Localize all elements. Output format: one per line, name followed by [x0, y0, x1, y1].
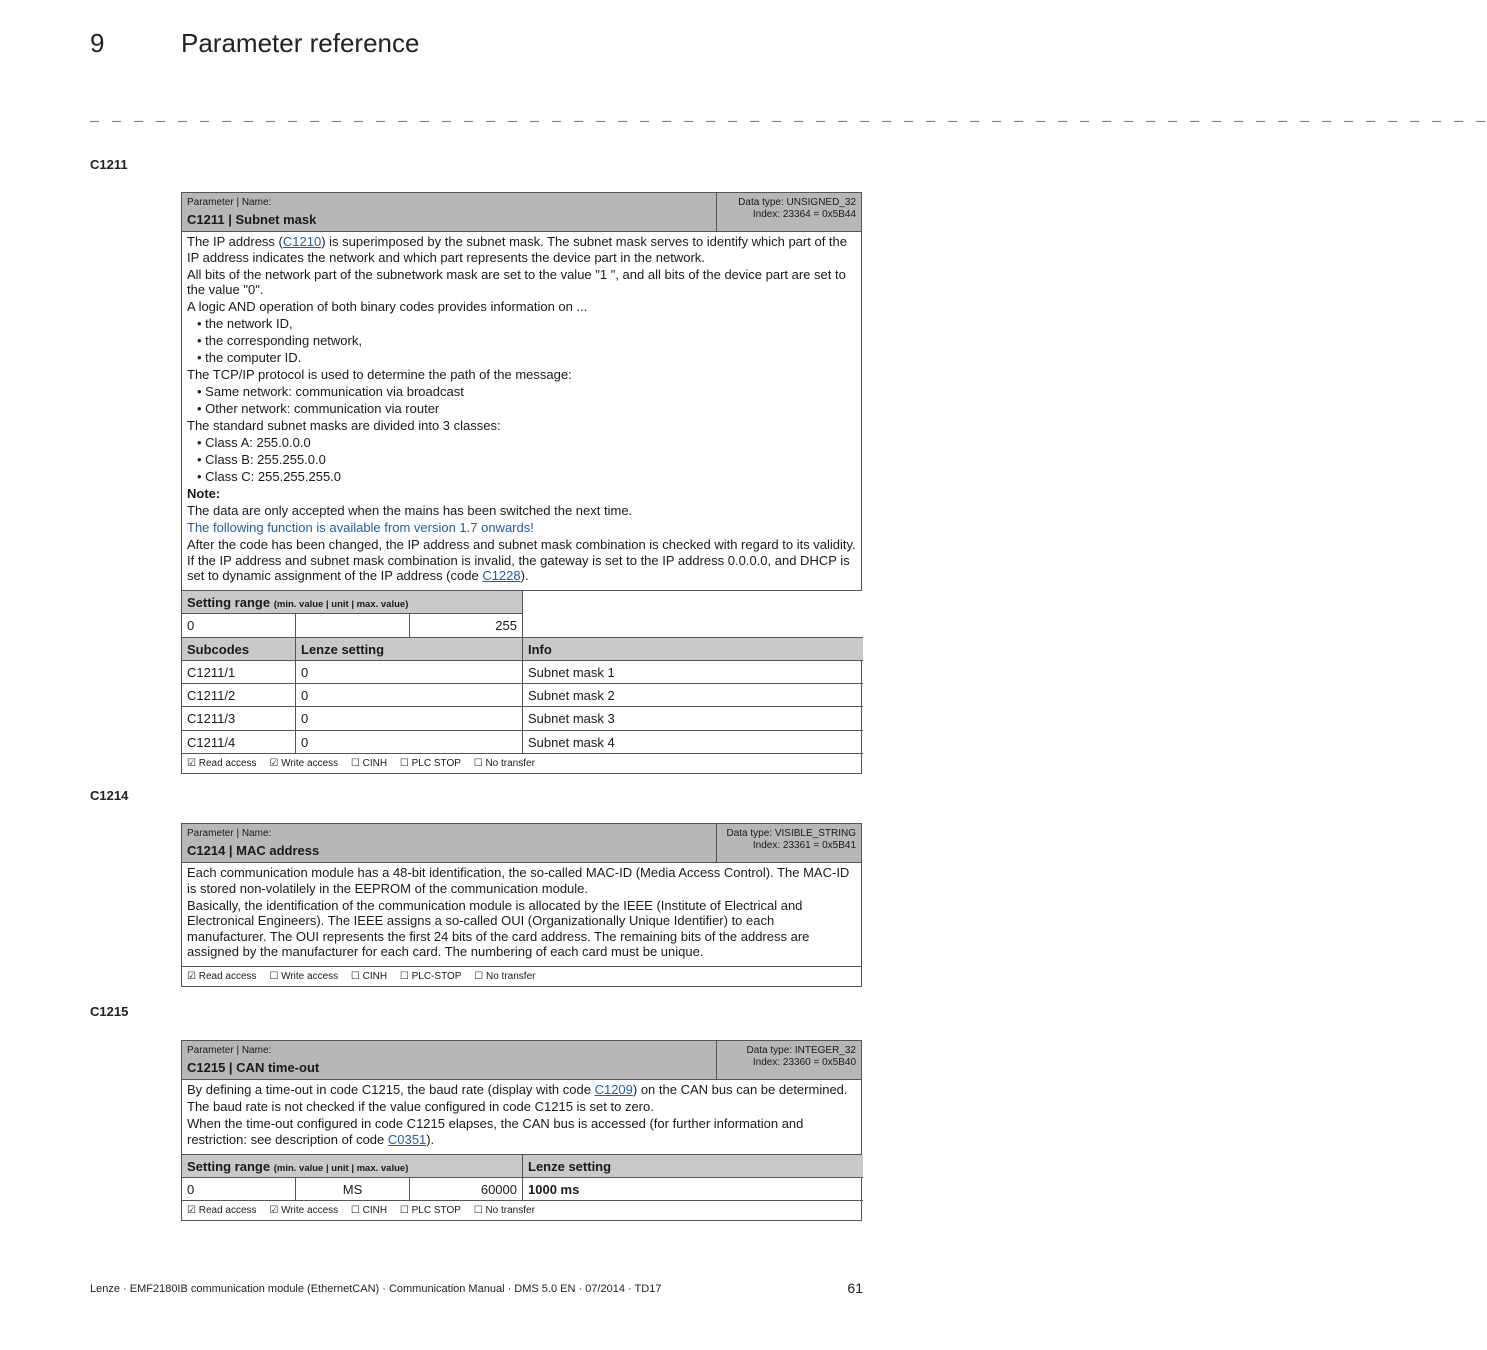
range-max: 255 — [410, 614, 523, 637]
data-type: Data type: INTEGER_32 — [746, 1045, 856, 1056]
info-header: Info — [523, 638, 863, 661]
lenze-cell: 0 — [296, 684, 523, 707]
version-note: The following function is available from version 1.7 onwards! — [187, 520, 534, 535]
lenze-setting-value: 1000 ms — [523, 1178, 863, 1201]
range-unit — [296, 614, 410, 637]
code-link-c1209[interactable]: C1209 — [594, 1082, 633, 1097]
setting-range-header — [182, 591, 523, 614]
setting-range-label: Setting range — [187, 1158, 271, 1174]
data-index: Index: 23361 = 0x5B41 — [752, 840, 856, 851]
subcode-cell: C1211/2 — [182, 684, 296, 707]
section-heading-c1211: C1211 — [90, 157, 128, 172]
setting-grid — [182, 1155, 861, 1202]
desc-text: The IP address ( — [187, 234, 283, 249]
bullet-item: • Other network: communication via router — [197, 401, 440, 416]
desc-paragraph: A logic AND operation of both binary codes provides information on ... — [187, 299, 588, 314]
plc-stop-flag: ☐ PLC-STOP — [399, 971, 462, 982]
plc-stop-flag: ☐ PLC STOP — [399, 1205, 461, 1217]
cinh-flag: ☐ CINH — [350, 971, 388, 982]
parameter-description — [182, 232, 861, 591]
data-index: Index: 23360 = 0x5B40 — [752, 1057, 856, 1068]
bullet-item: • the computer ID. — [197, 350, 302, 365]
data-type: Data type: VISIBLE_STRING — [726, 828, 856, 839]
parameter-description — [182, 863, 861, 967]
subcode-cell: C1211/4 — [182, 731, 296, 754]
parameter-header — [182, 193, 861, 232]
no-transfer-flag: ☐ No transfer — [474, 971, 536, 982]
section-heading-c1214: C1214 — [90, 788, 129, 803]
desc-text: After the code has been changed, the IP address and subnet mask combination is checked with regard to its validity. If the IP address and subnet mask combination is invalid, the gateway is set to the IP address 0.0.0.0, and DHCP is set to dynamic assignment of the IP address (code — [187, 537, 856, 583]
info-cell: Subnet mask 4 — [523, 731, 863, 754]
read-access-flag: ☑ Read access — [187, 1205, 257, 1217]
param-name: C1215 | CAN time-out — [187, 1060, 320, 1075]
bullet-item: • the corresponding network, — [197, 333, 362, 348]
code-link-c1228[interactable]: C1228 — [482, 568, 521, 583]
lenze-cell: 0 — [296, 731, 523, 754]
lenze-cell: 0 — [296, 707, 523, 730]
no-transfer-flag: ☐ No transfer — [473, 1205, 535, 1217]
subcodes-header: Subcodes — [182, 638, 296, 661]
desc-paragraph: Basically, the identification of the communication module is allocated by the IEEE (Institute of Electrical and Electronical Engineers). The IEEE assigns a so-called OUI (Organizationally Unique Identifier) to each manufacturer. The OUI represents the first 24 bits of the card address. The remaining bits of the address are assigned by the manufacturer for each card. The numbering of each card must be unique. — [187, 897, 810, 959]
write-access-flag: ☑ Write access — [269, 1205, 339, 1217]
setting-range-header — [182, 1155, 523, 1178]
bullet-item: • Class B: 255.255.0.0 — [197, 452, 326, 467]
no-transfer-flag: ☐ No transfer — [473, 758, 535, 770]
param-name-label: Parameter | Name: — [187, 1045, 272, 1056]
setting-grid — [182, 591, 861, 754]
access-flags — [182, 967, 861, 986]
bullet-item: • Class C: 255.255.255.0 — [197, 469, 342, 484]
bullet-item: • Same network: communication via broadcast — [197, 384, 464, 399]
desc-text: ) on the CAN bus can be determined. — [632, 1082, 848, 1097]
setting-range-hint: (min. value | unit | max. value) — [273, 599, 409, 610]
desc-paragraph: The data are only accepted when the mains has been switched the next time. — [187, 503, 633, 518]
read-access-flag: ☑ Read access — [187, 758, 257, 770]
empty-cell — [523, 591, 863, 638]
desc-paragraph: The standard subnet masks are divided into 3 classes: — [187, 418, 501, 433]
cinh-flag: ☐ CINH — [350, 1205, 388, 1217]
read-access-flag: ☑ Read access — [187, 971, 257, 982]
desc-paragraph: All bits of the network part of the subnetwork mask are set to the value "1 ", and all bits of the device part are set to the value "0". — [187, 266, 846, 297]
setting-range-hint: (min. value | unit | max. value) — [273, 1162, 409, 1174]
parameter-header — [182, 824, 861, 863]
plc-stop-flag: ☐ PLC STOP — [399, 758, 461, 770]
note-label: Note: — [187, 486, 221, 501]
write-access-flag: ☐ Write access — [269, 971, 339, 982]
desc-paragraph: The TCP/IP protocol is used to determine the path of the message: — [187, 367, 572, 382]
desc-text: By defining a time-out in code C1215, the baud rate (display with code — [187, 1082, 595, 1097]
parameter-table-c1214 — [181, 823, 862, 987]
range-min: 0 — [182, 614, 296, 637]
range-unit: MS — [296, 1178, 410, 1201]
page-number: 61 — [847, 1280, 863, 1296]
bullet-item: • Class A: 255.0.0.0 — [197, 435, 311, 450]
range-max: 60000 — [410, 1178, 523, 1201]
code-link-c1210[interactable]: C1210 — [282, 234, 322, 249]
info-cell: Subnet mask 3 — [523, 707, 863, 730]
lenze-cell: 0 — [296, 661, 523, 684]
param-name-label: Parameter | Name: — [187, 197, 272, 208]
desc-paragraph: Each communication module has a 48-bit identification, the so-called MAC-ID (Media Access Control). The MAC-ID is stored non-volatilely in the EEPROM of the communication module. — [187, 865, 850, 896]
param-name-label: Parameter | Name: — [187, 828, 272, 839]
desc-text: ). — [520, 568, 529, 583]
lenze-setting-header: Lenze setting — [523, 1155, 863, 1178]
parameter-table-c1211 — [181, 192, 862, 774]
data-index: Index: 23364 = 0x5B44 — [752, 209, 856, 220]
access-flags — [182, 1201, 861, 1220]
info-cell: Subnet mask 1 — [523, 661, 863, 684]
param-name: C1214 | MAC address — [187, 843, 320, 858]
desc-text: When the time-out configured in code C1215 elapses, the CAN bus is accessed (for further information and restriction: see description of code — [187, 1116, 804, 1147]
chapter-title: Parameter reference — [181, 28, 420, 58]
setting-range-label: Setting range — [187, 595, 271, 610]
chapter-number: 9 — [90, 28, 105, 58]
param-name: C1211 | Subnet mask — [187, 212, 317, 227]
code-link-c0351[interactable]: C0351 — [387, 1131, 427, 1147]
write-access-flag: ☑ Write access — [269, 758, 339, 770]
section-heading-c1215: C1215 — [90, 1004, 129, 1019]
lenze-setting-header: Lenze setting — [296, 638, 523, 661]
desc-text: ) is superimposed by the subnet mask. The subnet mask serves to identify which part of the IP address indicates the network and which part represents the device part in the network. — [187, 234, 847, 265]
parameter-header — [182, 1041, 861, 1080]
range-min: 0 — [182, 1178, 296, 1201]
footer-text: Lenze · EMF2180IB communication module (EthernetCAN) · Communication Manual · DMS 5.0 EN · 07/2014 · TD17 — [90, 1283, 662, 1295]
bullet-item: • the network ID, — [197, 316, 293, 331]
subcode-cell: C1211/1 — [182, 661, 296, 684]
desc-text: ). — [426, 1131, 435, 1147]
access-flags — [182, 754, 861, 773]
data-type: Data type: UNSIGNED_32 — [738, 197, 856, 208]
parameter-description — [182, 1080, 861, 1155]
parameter-table-c1215 — [181, 1040, 862, 1221]
cinh-flag: ☐ CINH — [350, 758, 388, 770]
desc-paragraph: The baud rate is not checked if the value configured in code C1215 is set to zero. — [187, 1099, 654, 1114]
subcode-cell: C1211/3 — [182, 707, 296, 730]
info-cell: Subnet mask 2 — [523, 684, 863, 707]
dashed-separator: _ _ _ _ _ _ _ _ _ _ _ _ _ _ _ _ _ _ _ _ _ _ _ _ _ _ _ _ _ _ _ _ _ _ _ _ _ _ _ _ _ _ _ _ _ _ _ _ _ _ _ _ _ _ _ _ _ _ _ _ _ _ _ _ — [90, 108, 1487, 125]
